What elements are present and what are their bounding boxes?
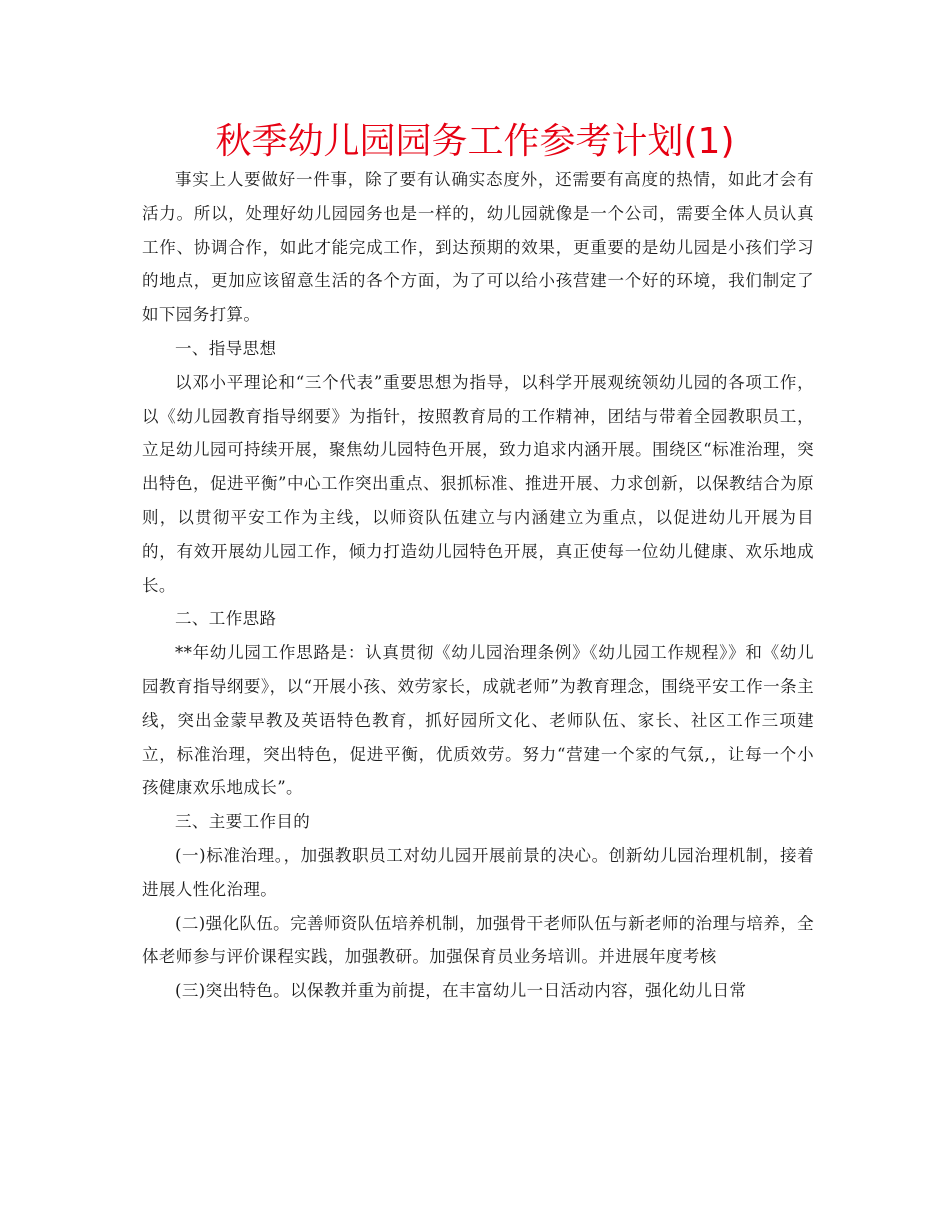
section-heading-2: 二、工作思路	[175, 609, 277, 629]
document-body	[142, 163, 814, 1008]
goal-1-paragraph: (一)标准治理。，加强教职员工对幼儿园开展前景的决心。创新幼儿园治理机制，接着进展人性化治理。	[142, 845, 814, 899]
document-title: 秋季幼儿园园务工作参考计划(1)	[215, 121, 735, 162]
section-1-paragraph: 以邓小平理论和“三个代表”重要思想为指导，以科学开展观统领幼儿园的各项工作，以《幼儿园教育指导纲要》为指针，按照教育局的工作精神，团结与带着全园教职员工，立足幼儿园可持续开展，聚焦幼儿园特色开展，致力追求内涵开展。围绕区“标准治理，突出特色，促进平衡”中心工作突出重点、狠抓标准、推进开展、力求创新，以保教结合为原则，以贯彻平安工作为主线，以师资队伍建立与内涵建立为重点，以促进幼儿开展为目的，有效开展幼儿园工作，倾力打造幼儿园特色开展，真正使每一位幼儿健康、欢乐地成长。	[142, 372, 814, 595]
goal-2-paragraph: (二)强化队伍。完善师资队伍培养机制，加强骨干老师队伍与新老师的治理与培养，全体老师参与评价课程实践，加强教研。加强保育员业务培训。并进展年度考核	[142, 913, 814, 967]
section-heading-3: 三、主要工作目的	[175, 812, 311, 832]
intro-paragraph: 事实上人要做好一件事，除了要有认确实态度外，还需要有高度的热情，如此才会有活力。所以，处理好幼儿园园务也是一样的，幼儿园就像是一个公司，需要全体人员认真工作、协调合作，如此才能完成工作，到达预期的效果，更重要的是幼儿园是小孩们学习的地点，更加应该留意生活的各个方面，为了可以给小孩营建一个好的环境，我们制定了如下园务打算。	[142, 170, 814, 325]
section-heading-1: 一、指导思想	[175, 338, 277, 358]
goal-3-paragraph: (三)突出特色。以保教并重为前提，在丰富幼儿一日活动内容，强化幼儿日常	[175, 981, 747, 1001]
section-2-paragraph: **年幼儿园工作思路是：认真贯彻《幼儿园治理条例》《幼儿园工作规程》》和《幼儿园教育指导纲要》，以“开展小孩、效劳家长，成就老师”为教育理念，围绕平安工作一条主线，突出金蒙早教及英语特色教育，抓好园所文化、老师队伍、家长、社区工作三项建立，标准治理，突出特色，促进平衡，优质效劳。努力“营建一个家的气氛,，让每一个小孩健康欢乐地成长”。	[142, 643, 814, 798]
